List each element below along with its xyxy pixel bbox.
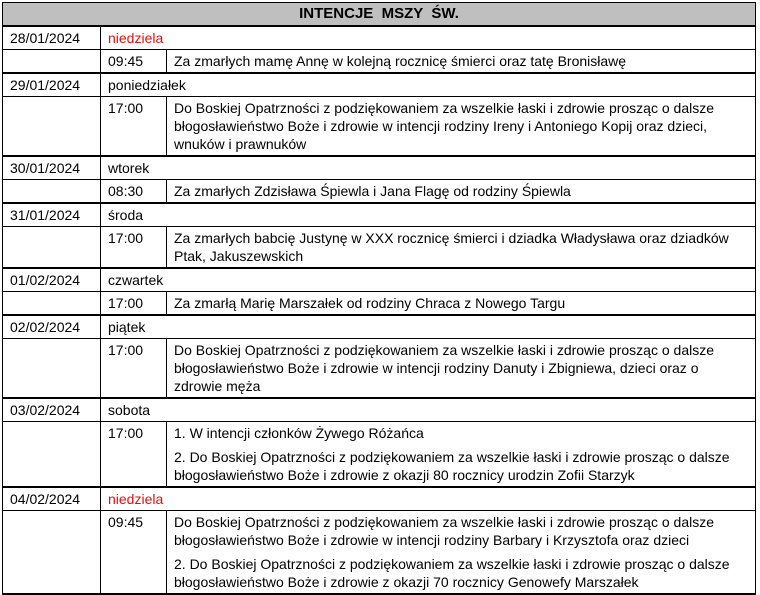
- intention-cell: [167, 422, 756, 488]
- empty-date-cell: [3, 227, 101, 269]
- date-cell: 02/02/2024: [3, 315, 101, 339]
- date-row: [3, 487, 756, 511]
- table-header-row: [3, 3, 756, 27]
- empty-date-cell: [3, 422, 101, 488]
- page-title: INTENCJE MSZY ŚW.: [3, 3, 756, 27]
- empty-date-cell: [3, 339, 101, 399]
- day-cell: środa: [101, 203, 756, 227]
- mass-row: [3, 227, 756, 269]
- intention-paragraph: Za zmarłych babcię Justynę w XXX rocznicę śmierci i dziadka Władysława oraz dziadków Ptak, Jakuszewskich: [174, 230, 729, 264]
- intention-paragraph: Za zmarłą Marię Marszałek od rodziny Chraca z Nowego Targu: [174, 295, 566, 311]
- intention-cell: [167, 97, 756, 157]
- mass-row: [3, 511, 756, 595]
- date-cell: 03/02/2024: [3, 398, 101, 422]
- intention-cell: [167, 339, 756, 399]
- date-row: [3, 203, 756, 227]
- date-row: [3, 268, 756, 292]
- date-cell: 28/01/2024: [3, 26, 101, 50]
- intention-cell: [167, 50, 756, 74]
- mass-row: [3, 180, 756, 204]
- date-cell: 01/02/2024: [3, 268, 101, 292]
- date-cell: 04/02/2024: [3, 487, 101, 511]
- intention-paragraph: Za zmarłych mamę Annę w kolejną rocznicę śmierci oraz tatę Bronisławę: [174, 53, 627, 69]
- intention-cell: [167, 292, 756, 316]
- empty-date-cell: [3, 50, 101, 74]
- intention-cell: [167, 180, 756, 204]
- intention-paragraph: 2. Do Boskiej Opatrzności z podziękowaniem za wszelkie łaski i zdrowie prosząc o dalsze błogosławieństwo Boże i zdrowie z okazji 80 rocznicy urodzin Zofii Starzyk: [174, 449, 730, 483]
- mass-row: [3, 422, 756, 488]
- mass-row: [3, 339, 756, 399]
- day-cell: niedziela: [101, 487, 756, 511]
- empty-date-cell: [3, 180, 101, 204]
- mass-row: [3, 97, 756, 157]
- time-cell: 08:30: [101, 180, 167, 204]
- day-cell: czwartek: [101, 268, 756, 292]
- date-row: [3, 315, 756, 339]
- day-cell: poniedziałek: [101, 73, 756, 97]
- intention-paragraph: Za zmarłych Zdzisława Śpiewla i Jana Flagę od rodziny Śpiewla: [174, 183, 571, 199]
- intention-paragraph: Do Boskiej Opatrzności z podziękowaniem za wszelkie łaski i zdrowie prosząc o dalsze błogosławieństwo Boże i zdrowie w intencji rodziny Ireny i Antoniego Kopij oraz dzieci, wnuków i prawnuków: [174, 100, 715, 152]
- day-cell: wtorek: [101, 156, 756, 180]
- intention-paragraph: Do Boskiej Opatrzności z podziękowaniem za wszelkie łaski i zdrowie prosząc o dalsze błogosławieństwo Boże i zdrowie w intencji rodziny Danuty i Zbigniewa, dzieci oraz o zdrowie męża: [174, 342, 715, 394]
- day-cell: niedziela: [101, 26, 756, 50]
- empty-date-cell: [3, 97, 101, 157]
- intention-paragraph: 1. W intencji członków Żywego Różańca: [174, 425, 424, 441]
- date-cell: 30/01/2024: [3, 156, 101, 180]
- date-row: [3, 73, 756, 97]
- time-cell: 09:45: [101, 50, 167, 74]
- empty-date-cell: [3, 292, 101, 316]
- mass-row: [3, 50, 756, 74]
- mass-intentions-table: [2, 2, 756, 595]
- mass-row: [3, 292, 756, 316]
- time-cell: 17:00: [101, 339, 167, 399]
- time-cell: 09:45: [101, 511, 167, 595]
- date-row: [3, 156, 756, 180]
- date-cell: 31/01/2024: [3, 203, 101, 227]
- intention-cell: [167, 227, 756, 269]
- table-body: [3, 26, 756, 594]
- intention-paragraph: 2. Do Boskiej Opatrzności z podziękowaniem za wszelkie łaski i zdrowie prosząc o dalsze błogosławieństwo Boże i zdrowie z okazji 70 rocznicy Genowefy Marszałek: [174, 556, 730, 590]
- time-cell: 17:00: [101, 292, 167, 316]
- time-cell: 17:00: [101, 227, 167, 269]
- empty-date-cell: [3, 511, 101, 595]
- intention-paragraph: Do Boskiej Opatrzności z podziękowaniem za wszelkie łaski i zdrowie prosząc o dalsze błogosławieństwo Boże i zdrowie w intencji rodziny Barbary i Krzysztofa oraz dzieci: [174, 514, 715, 548]
- day-cell: piątek: [101, 315, 756, 339]
- date-row: [3, 26, 756, 50]
- intention-cell: [167, 511, 756, 595]
- time-cell: 17:00: [101, 422, 167, 488]
- time-cell: 17:00: [101, 97, 167, 157]
- day-cell: sobota: [101, 398, 756, 422]
- date-row: [3, 398, 756, 422]
- date-cell: 29/01/2024: [3, 73, 101, 97]
